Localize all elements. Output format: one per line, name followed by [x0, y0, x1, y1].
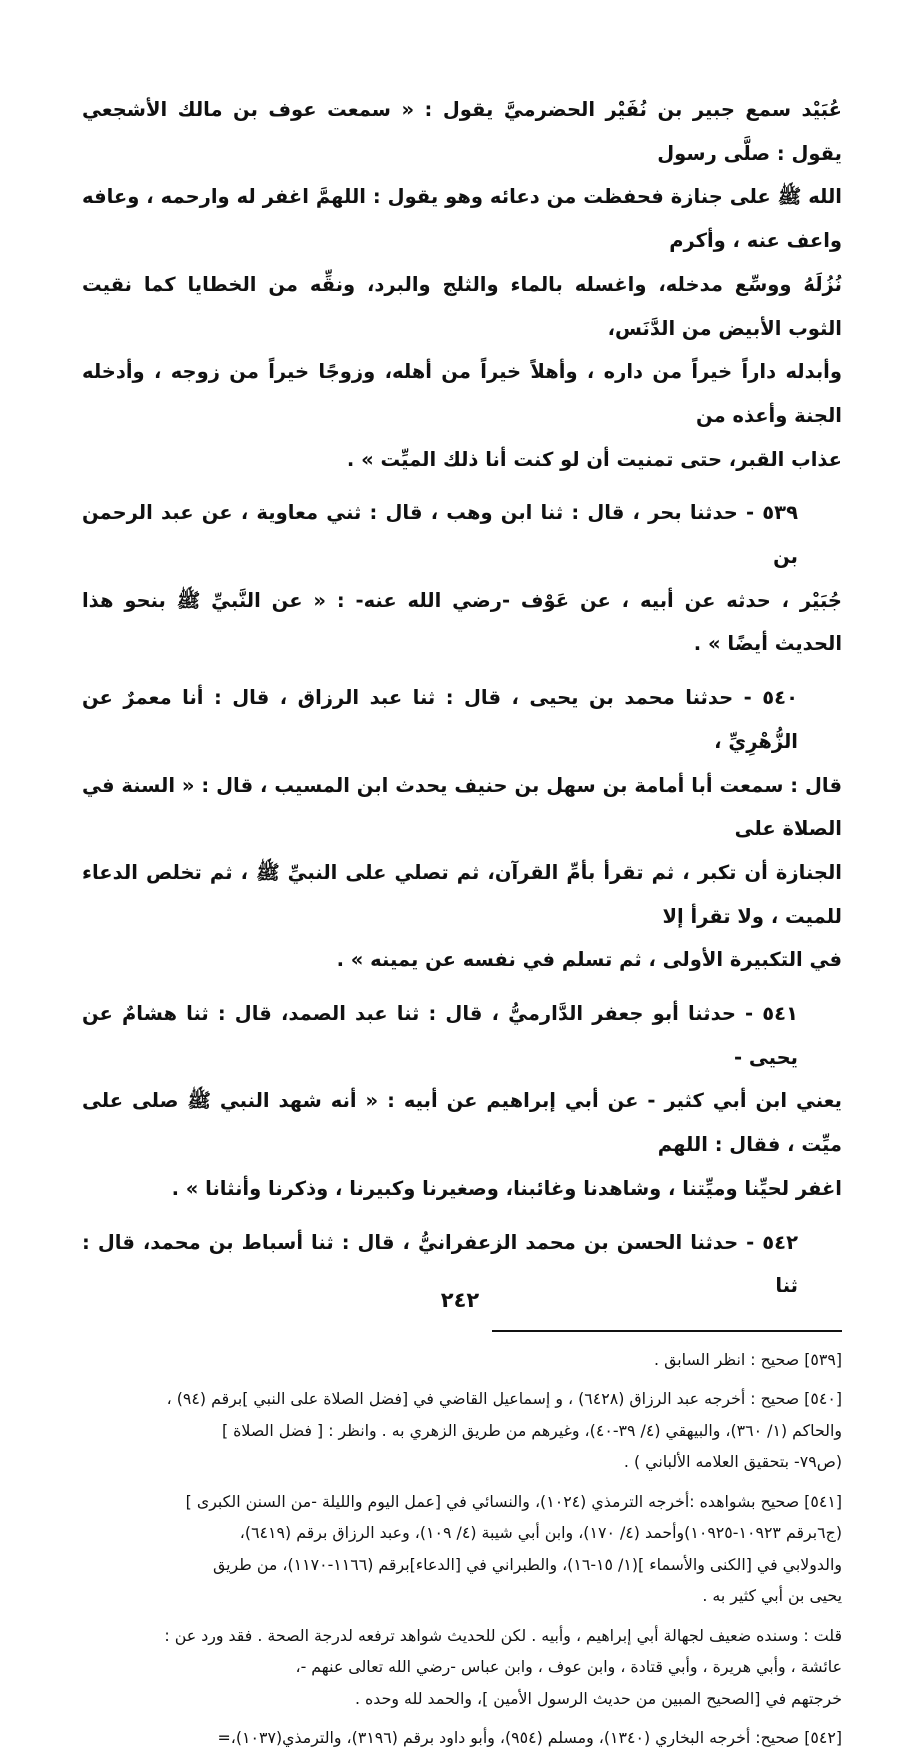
main-text	[82, 88, 842, 1308]
footnote-line: والدولابي في [الكنى والأسماء ](١/ ١٥-١٦)، والطبراني في [الدعاء]برقم (١١٦٦-١١٧٠)، من طريق	[212, 1554, 842, 1574]
footnote-divider	[492, 1330, 842, 1332]
main-line: الجنازة أن تكبر ، ثم تقرأ بأمِّ القرآن، ثم تصلي على النبيِّ ﷺ ، ثم تخلص الدعاء للميت ، ولا تقرأ إلا	[82, 860, 842, 928]
footnote-paragraph	[82, 1383, 842, 1478]
footnote-line: (ج٦برقم ١٠٩٢٣-١٠٩٢٥)وأحمد (٤/ ١٧٠)، وابن أبي شيبة (٤/ ١٠٩)، وعبد الرزاق برقم (٦٤١٩)،	[239, 1523, 842, 1543]
footnote-line: والحاكم (١/ ٣٦٠)، والبيهقي (٤/ ٣٩-٤٠)، وغيرهم من طريق الزهري به . وانظر : [ فضل الصلاة ]	[221, 1420, 842, 1440]
footnote-line: [٥٤٠] صحيح : أخرجه عبد الرزاق (٦٤٢٨) ، و إسماعيل القاضي في [فضل الصلاة على النبي ]برقم (٩٤) ،	[166, 1389, 842, 1409]
page-number: ٢٤٢	[440, 1288, 480, 1312]
main-line: قال : سمعت أبا أمامة بن سهل بن حنيف يحدث ابن المسيب ، قال : « السنة في الصلاة على	[82, 773, 842, 841]
main-line: وأبدله داراً خيراً من داره ، وأهلاً خيراً من أهله، وزوجًا خيراً من زوجه ، وأدخله الجنة وأعذه من	[82, 360, 842, 427]
main-line: الله ﷺ على جنازة فحفظت من دعائه وهو يقول : اللهمَّ اغفر له وارحمه ، وعافه واعف عنه ، وأكرم	[82, 185, 842, 253]
main-line: ٥٤٠ - حدثنا محمد بن يحيى ، قال : ثنا عبد الرزاق ، قال : أنا معمرٌ عن الزُّهْرِيِّ ،	[82, 686, 798, 753]
main-line: عذاب القبر، حتى تمنيت أن لو كنت أنا ذلك الميِّت » .	[346, 447, 842, 471]
main-line: نُزُلَهُ ووسِّع مدخله، واغسله بالماء والثلج والبرد، ونقِّه من الخطايا كما نقيت الثوب الأبيض من الدَّنَس،	[82, 272, 842, 340]
footnote-line: عائشة ، وأبي هريرة ، وأبي قتادة ، وابن عوف ، وابن عباس -رضي الله تعالى عنهم -،	[295, 1657, 842, 1677]
footnote-line: خرجتهم في [الصحيح المبين من حديث الرسول الأمين ]، والحمد لله وحده .	[354, 1688, 842, 1708]
main-line: ٥٤١ - حدثنا أبو جعفر الدَّارميُّ ، قال : ثنا عبد الصمد، قال : ثنا هشامٌ عن يحيى -	[82, 1002, 798, 1069]
main-line: ٥٤٢ - حدثنا الحسن بن محمد الزعفرانيُّ ، قال : ثنا أسباط بن محمد، قال : ثنا	[82, 1230, 798, 1298]
footnote-line: [٥٣٩] صحيح : انظر السابق .	[654, 1349, 842, 1369]
main-line: جُبَيْر ، حدثه عن أبيه ، عن عَوْف -رضي الله عنه- : « عن النَّبيِّ ﷺ بنحو هذا الحديث أيضًا » .	[82, 588, 842, 656]
footnote-line: قلت : وسنده ضعيف لجهالة أبي إبراهيم ، وأبيه . لكن للحديث شواهد ترفعه لدرجة الصحة . فقد ورد عن :	[164, 1625, 842, 1645]
footnotes	[82, 1344, 842, 1754]
footnote-line: يحيى بن أبي كثير به .	[702, 1586, 842, 1606]
footnote-paragraph	[82, 1620, 842, 1715]
main-paragraph	[82, 491, 842, 666]
footnote-paragraph	[82, 1722, 842, 1754]
footnote-line: (ص٧٩- بتحقيق العلامه الألباني ) .	[623, 1452, 842, 1472]
main-paragraph	[82, 676, 842, 982]
main-line: عُبَيْد سمع جبير بن نُفَيْر الحضرميَّ يقول : « سمعت عوف بن مالك الأشجعي يقول : صلَّى رسول	[82, 98, 842, 165]
footnote-line: [٥٤٢] صحيح: أخرجه البخاري (١٣٤٠)، ومسلم (٩٥٤)، وأبو داود برقم (٣١٩٦)، والترمذي(١٠٣٧)،=	[217, 1728, 842, 1748]
footnote-line: [٥٤١] صحيح بشواهده :أخرجه الترمذي (١٠٢٤)، والنسائي في [عمل اليوم والليلة -من السنن الكبرى ]	[185, 1491, 842, 1511]
footnote-paragraph	[82, 1344, 842, 1376]
main-line: يعني ابن أبي كثير - عن أبي إبراهيم عن أبيه : « أنه شهد النبي ﷺ صلى على ميِّت ، فقال : اللهم	[82, 1089, 842, 1157]
main-paragraph	[82, 88, 842, 481]
main-paragraph	[82, 992, 842, 1211]
main-line: اغفر لحيِّنا وميِّتنا ، وشاهدنا وغائبنا، وصغيرنا وكبيرنا ، وذكرنا وأنثانا » .	[171, 1176, 842, 1200]
main-line: ٥٣٩ - حدثنا بحر ، قال : ثنا ابن وهب ، قال : ثني معاوية ، عن عبد الرحمن بن	[82, 501, 798, 569]
footnote-paragraph	[82, 1486, 842, 1612]
main-line: في التكبيرة الأولى ، ثم تسلم في نفسه عن يمينه » .	[336, 948, 842, 972]
